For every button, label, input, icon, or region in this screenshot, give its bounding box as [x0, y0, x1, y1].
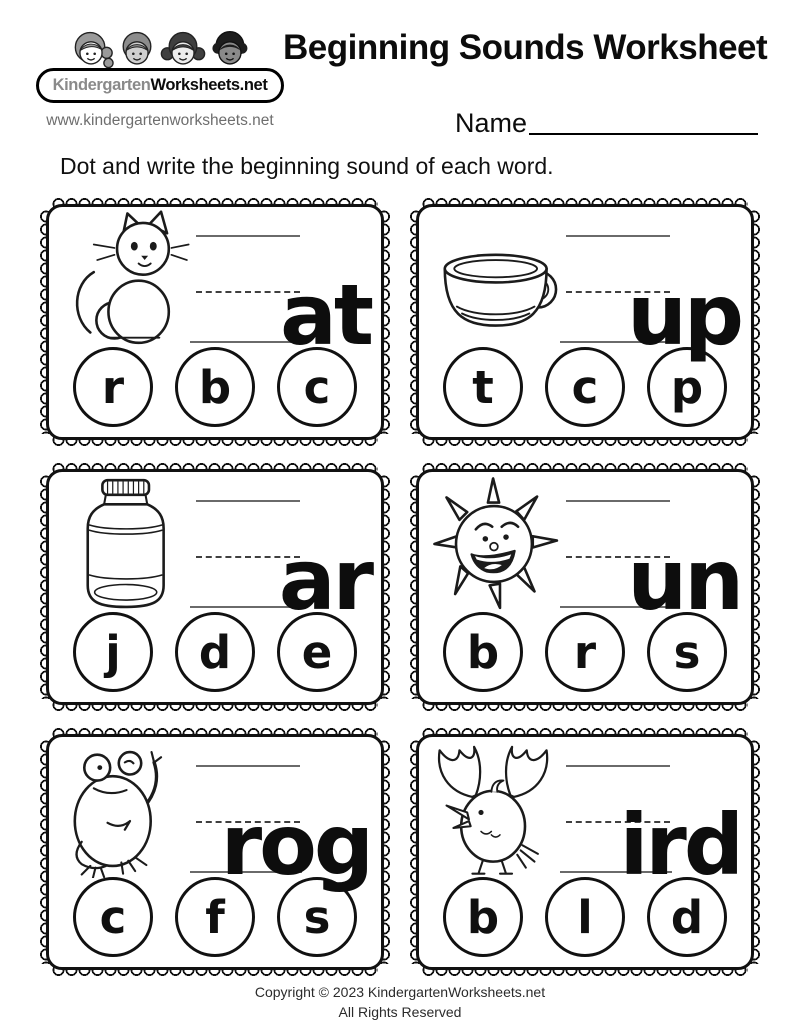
logo-text-kindergarten: Kindergarten: [52, 76, 151, 94]
logo-text-worksheets: Worksheets.net: [150, 76, 268, 94]
word-ending: at: [280, 266, 371, 364]
exercise-card-frog: [38, 726, 392, 978]
copyright-line: Copyright © 2023 KindergartenWorksheets.net: [254, 984, 546, 1000]
writing-line-top: [196, 235, 300, 237]
instruction-text: Dot and write the beginning sound of each word.: [60, 153, 554, 179]
letter-choice[interactable]: j: [73, 612, 153, 692]
exercise-card-sun: [408, 461, 762, 713]
letter-choice[interactable]: b: [443, 877, 523, 957]
rights-line: All Rights Reserved: [338, 1004, 462, 1021]
writing-guide-lines[interactable]: [190, 480, 371, 629]
exercise-card-jar: [38, 461, 392, 713]
name-fill-line[interactable]: [529, 108, 758, 135]
page-title: Beginning Sounds Worksheet: [283, 28, 768, 67]
writing-line-top: [566, 765, 670, 767]
letter-choice[interactable]: c: [277, 347, 357, 427]
letter-choice[interactable]: l: [545, 877, 625, 957]
bird-illustration: [431, 745, 560, 873]
cup-illustration: [431, 215, 560, 343]
letter-choice[interactable]: r: [545, 612, 625, 692]
letter-choice[interactable]: b: [175, 347, 255, 427]
writing-guide-lines[interactable]: [560, 215, 741, 364]
exercise-grid: [38, 196, 762, 978]
exercise-card-cup: [408, 196, 762, 448]
word-ending: un: [627, 531, 741, 629]
cat-illustration: [61, 215, 190, 343]
letter-choice[interactable]: f: [175, 877, 255, 957]
letter-choice[interactable]: s: [277, 877, 357, 957]
writing-guide-lines[interactable]: [190, 215, 371, 364]
word-ending: rog: [220, 796, 371, 894]
letter-choice[interactable]: t: [443, 347, 523, 427]
name-label: Name: [455, 108, 528, 138]
name-field-row: [455, 108, 758, 139]
letter-choice[interactable]: d: [647, 877, 727, 957]
writing-line-top: [196, 500, 300, 502]
letter-choice[interactable]: c: [545, 347, 625, 427]
frog-illustration: [61, 745, 190, 873]
letter-choice[interactable]: d: [175, 612, 255, 692]
writing-line-top: [566, 500, 670, 502]
writing-line-top: [566, 235, 670, 237]
writing-guide-lines[interactable]: [190, 745, 371, 894]
copyright-footer: [0, 982, 800, 1023]
letter-choice[interactable]: r: [73, 347, 153, 427]
logo-url: www.kindergartenworksheets.net: [46, 112, 274, 129]
letter-choice[interactable]: s: [647, 612, 727, 692]
jar-illustration: [61, 480, 190, 608]
word-ending: ird: [619, 796, 741, 894]
word-ending: ar: [278, 531, 371, 629]
letter-choice[interactable]: c: [73, 877, 153, 957]
exercise-card-bird: [408, 726, 762, 978]
writing-line-top: [196, 765, 300, 767]
writing-guide-lines[interactable]: [560, 745, 741, 894]
site-logo: [36, 28, 284, 130]
letter-choice[interactable]: b: [443, 612, 523, 692]
letter-choice[interactable]: e: [277, 612, 357, 692]
word-ending: up: [627, 266, 741, 364]
logo-wordmark: [36, 68, 284, 103]
letter-choice[interactable]: p: [647, 347, 727, 427]
exercise-card-cat: [38, 196, 392, 448]
sun-illustration: [431, 480, 560, 608]
writing-guide-lines[interactable]: [560, 480, 741, 629]
